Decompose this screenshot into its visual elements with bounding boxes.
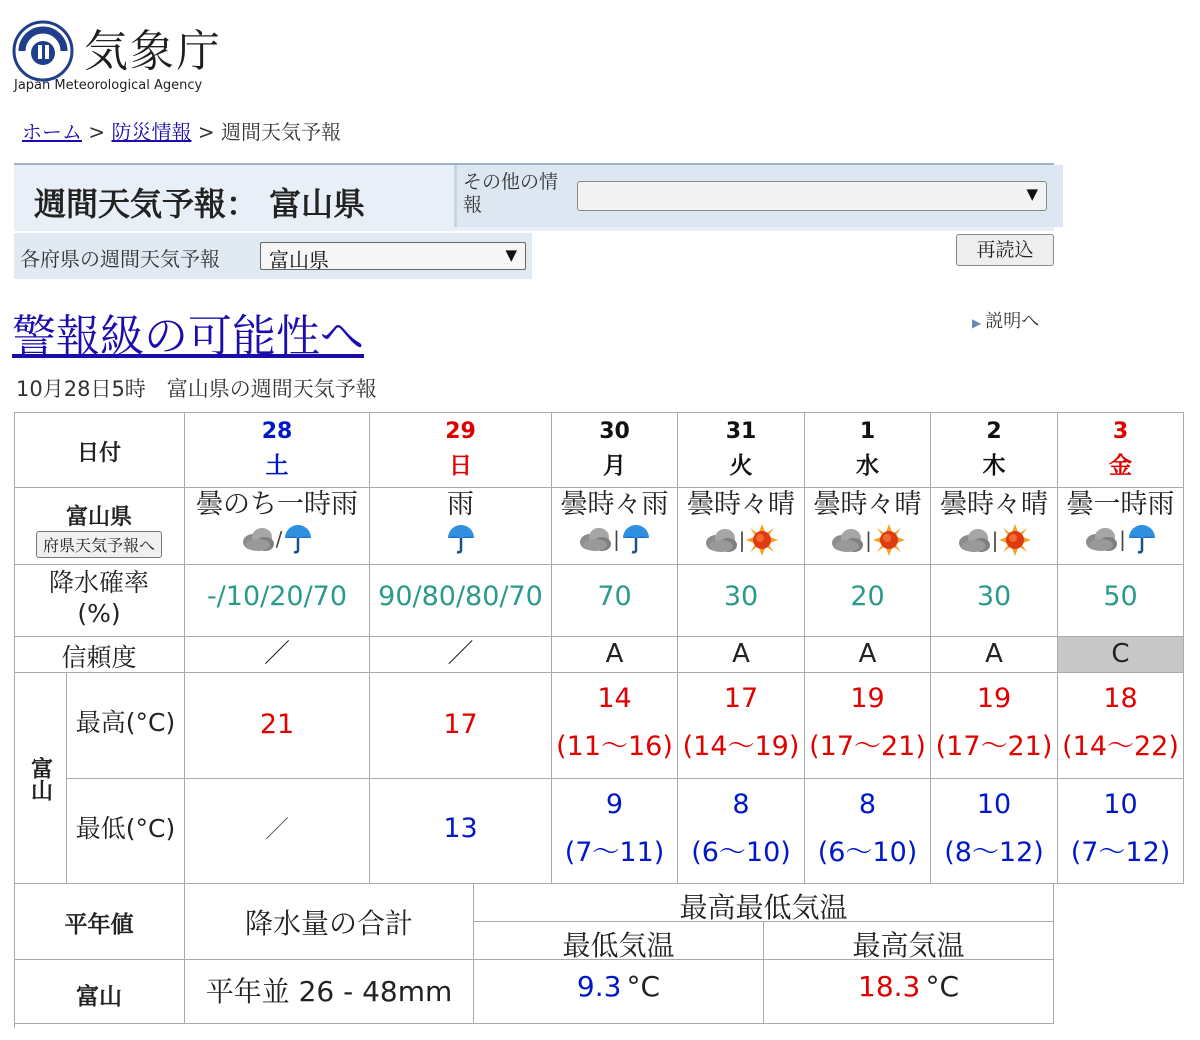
reliability-cell bbox=[1058, 637, 1184, 673]
pop-cell bbox=[185, 565, 370, 637]
tmin-value: 9 bbox=[605, 789, 624, 820]
agency-name: 気象庁 bbox=[84, 26, 222, 77]
date-cell bbox=[1058, 412, 1184, 488]
reliability-cell bbox=[185, 637, 370, 673]
prefecture-selector-box bbox=[14, 233, 532, 279]
weather-cell bbox=[1058, 488, 1184, 565]
pop-header-cell bbox=[14, 565, 185, 637]
tmax-normal-header: 最高気温 bbox=[852, 929, 965, 962]
prefecture-select[interactable] bbox=[260, 242, 526, 270]
tmax-range: (14〜19) bbox=[682, 731, 800, 762]
tmax-range: (17〜21) bbox=[809, 731, 926, 762]
weekday: 土 bbox=[265, 453, 289, 479]
explanation-link[interactable]: 説明へ bbox=[985, 311, 1040, 332]
reliability-header-cell bbox=[14, 637, 185, 673]
precip-header-cell bbox=[185, 884, 474, 960]
day-number: 28 bbox=[261, 419, 293, 444]
tmax-value: 19 bbox=[850, 683, 885, 714]
breadcrumb-separator: > bbox=[197, 120, 215, 144]
cloud-icon bbox=[830, 526, 864, 554]
day-number: 29 bbox=[445, 419, 476, 444]
weekday: 木 bbox=[982, 453, 1006, 479]
weather-cell bbox=[370, 488, 552, 565]
reliability-cell bbox=[678, 637, 805, 673]
jma-logo[interactable] bbox=[12, 14, 232, 96]
breadcrumb-separator: > bbox=[88, 120, 106, 144]
tmin-value: 10 bbox=[1103, 789, 1138, 820]
umbrella-icon bbox=[621, 524, 651, 554]
date-header-cell bbox=[14, 412, 185, 488]
reliability-value: A bbox=[605, 639, 624, 669]
date-cell bbox=[805, 412, 931, 488]
tmin-cell bbox=[805, 779, 931, 884]
weekday: 火 bbox=[729, 453, 753, 479]
tmax-cell bbox=[185, 673, 370, 779]
station-cell bbox=[14, 673, 67, 884]
tmax-cell bbox=[552, 673, 678, 779]
pop-cell bbox=[678, 565, 805, 637]
weather-icons bbox=[678, 524, 804, 556]
pop-value: -/10/20/70 bbox=[206, 581, 348, 612]
tmax-normal-value: 18.3 bbox=[858, 970, 921, 1003]
weather-icons bbox=[1058, 524, 1183, 554]
tmin-cell bbox=[185, 779, 370, 884]
pop-unit: (%) bbox=[77, 599, 121, 628]
normal-values-table bbox=[14, 884, 1054, 1028]
weekday: 月 bbox=[603, 453, 626, 479]
weather-text: 曇のち一時雨 bbox=[196, 489, 358, 520]
prefecture-selector-label: 各府県の週間天気予報 bbox=[20, 247, 220, 271]
tmin-label-cell bbox=[67, 779, 185, 884]
cloud-icon bbox=[957, 526, 991, 554]
tmin-range: (7〜12) bbox=[1070, 837, 1171, 868]
tmin-value: 8 bbox=[858, 789, 877, 820]
weather-cell bbox=[931, 488, 1058, 565]
tmax-value: 17 bbox=[723, 683, 759, 714]
reliability-label: 信頼度 bbox=[61, 643, 137, 672]
reload-button[interactable]: 再読込 bbox=[956, 234, 1054, 266]
cloud-icon bbox=[578, 525, 612, 553]
tmin-value: 13 bbox=[443, 813, 478, 844]
umbrella-icon bbox=[446, 524, 476, 554]
reliability-value: A bbox=[732, 639, 750, 669]
tmax-label: 最高(°C) bbox=[75, 708, 176, 737]
weekday: 金 bbox=[1109, 453, 1132, 479]
cloud-icon bbox=[704, 526, 738, 554]
normal-station-cell bbox=[14, 960, 185, 1024]
weather-text: 雨 bbox=[447, 489, 474, 520]
tmax-value: 21 bbox=[259, 709, 295, 740]
other-info-label: その他の情報 bbox=[463, 171, 559, 216]
reliability-value: A bbox=[858, 639, 877, 669]
page-title: 週間天気予報： 富山県 bbox=[34, 185, 366, 223]
reliability-value: C bbox=[1111, 639, 1130, 669]
weather-text: 曇一時雨 bbox=[1066, 489, 1175, 520]
weather-icons bbox=[931, 524, 1057, 556]
date-cell bbox=[552, 412, 678, 488]
weather-separator: / bbox=[275, 527, 283, 551]
other-info-select[interactable] bbox=[577, 181, 1047, 211]
breadcrumb-home-link[interactable]: ホーム bbox=[22, 120, 82, 144]
tmax-normal-cell bbox=[764, 960, 1054, 1024]
tmin-cell bbox=[552, 779, 678, 884]
tmin-normal-cell bbox=[474, 960, 764, 1024]
pop-cell bbox=[1058, 565, 1184, 637]
weekday: 水 bbox=[856, 453, 879, 479]
precip-header: 降水量の合計 bbox=[244, 907, 413, 940]
pop-value: 50 bbox=[1103, 581, 1138, 612]
tmax-range: (17〜21) bbox=[935, 731, 1053, 762]
normal-label-cell bbox=[14, 884, 185, 960]
tmin-cell bbox=[1058, 779, 1184, 884]
tmin-normal-value: 9.3 bbox=[576, 970, 622, 1003]
pop-value: 30 bbox=[976, 581, 1012, 612]
tmax-value: 18 bbox=[1103, 683, 1138, 714]
date-cell bbox=[678, 412, 805, 488]
pop-cell bbox=[370, 565, 552, 637]
weather-text: 曇時々晴 bbox=[940, 489, 1048, 520]
weather-cell bbox=[805, 488, 931, 565]
reliability-cell bbox=[370, 637, 552, 673]
tmax-cell bbox=[370, 673, 552, 779]
umbrella-icon bbox=[1127, 524, 1157, 554]
tmin-label: 最低(°C) bbox=[75, 814, 176, 843]
tmin-value: 10 bbox=[976, 789, 1012, 820]
tmin-normal-header: 最低気温 bbox=[562, 929, 675, 962]
day-number: 1 bbox=[859, 419, 876, 444]
tmax-range: (11〜16) bbox=[556, 731, 673, 762]
dropdown-arrow-icon: ▼ bbox=[505, 246, 517, 264]
day-number: 3 bbox=[1112, 419, 1129, 444]
normal-station: 富山 bbox=[76, 984, 122, 1010]
cloud-icon bbox=[241, 525, 275, 553]
warning-level-link[interactable]: 警報級の可能性へ bbox=[12, 311, 364, 362]
title-panel bbox=[14, 163, 1054, 231]
reliability-cell bbox=[552, 637, 678, 673]
tmax-cell bbox=[931, 673, 1058, 779]
reliability-cell bbox=[931, 637, 1058, 673]
tmax-normal-unit: °C bbox=[925, 970, 959, 1003]
pop-cell bbox=[931, 565, 1058, 637]
tmin-range: (7〜11) bbox=[564, 837, 665, 868]
sun-icon bbox=[999, 524, 1031, 556]
weather-cell bbox=[185, 488, 370, 565]
tmin-value: ／ bbox=[265, 815, 289, 843]
pop-label: 降水確率 bbox=[48, 568, 149, 597]
prefecture-select-value: 富山県 bbox=[269, 248, 329, 272]
weather-separator: | bbox=[738, 528, 746, 552]
weather-separator: | bbox=[1119, 527, 1126, 551]
weather-text: 曇時々晴 bbox=[813, 489, 922, 520]
weather-icons bbox=[552, 524, 677, 554]
precip-value-cell bbox=[185, 960, 474, 1024]
tmax-value: 14 bbox=[597, 683, 632, 714]
weather-icons bbox=[370, 524, 551, 554]
weekday: 日 bbox=[449, 453, 472, 479]
pop-value: 20 bbox=[850, 581, 885, 612]
umbrella-icon bbox=[283, 524, 313, 554]
pref-forecast-button[interactable]: 府県天気予報へ bbox=[36, 531, 162, 558]
date-cell bbox=[931, 412, 1058, 488]
reliability-value: A bbox=[985, 639, 1003, 669]
pop-value: 70 bbox=[597, 581, 632, 612]
date-cell bbox=[185, 412, 370, 488]
tmin-range: (6〜10) bbox=[691, 837, 791, 868]
day-number: 2 bbox=[986, 419, 1002, 444]
pop-value: 90/80/80/70 bbox=[378, 581, 543, 612]
weather-icons bbox=[185, 524, 369, 554]
area-name: 富山県 bbox=[65, 505, 132, 530]
issued-datetime: 10月28日5時 富山県の週間天気予報 bbox=[16, 377, 377, 401]
day-number: 30 bbox=[599, 419, 630, 444]
temp-header: 最高最低気温 bbox=[679, 891, 848, 924]
weather-icons bbox=[805, 524, 930, 556]
weather-separator: | bbox=[613, 527, 620, 551]
tmax-cell bbox=[805, 673, 931, 779]
area-header-cell bbox=[14, 488, 185, 565]
weather-cell bbox=[678, 488, 805, 565]
tmin-range: (8〜12) bbox=[944, 837, 1044, 868]
sun-icon bbox=[873, 524, 905, 556]
weather-text: 曇時々晴 bbox=[687, 489, 795, 520]
tmin-normal-header-cell bbox=[474, 922, 764, 960]
pop-value: 30 bbox=[723, 581, 759, 612]
cloud-icon bbox=[1084, 525, 1118, 553]
reliability-value: ／ bbox=[263, 639, 290, 669]
tmin-normal-unit: °C bbox=[626, 970, 661, 1003]
tmin-cell bbox=[931, 779, 1058, 884]
normal-label: 平年値 bbox=[64, 912, 134, 938]
tmax-value: 17 bbox=[443, 709, 478, 740]
sun-icon bbox=[746, 524, 778, 556]
dropdown-arrow-icon: ▼ bbox=[1026, 185, 1038, 203]
date-cell bbox=[370, 412, 552, 488]
tmax-cell bbox=[1058, 673, 1184, 779]
tmax-range: (14〜22) bbox=[1062, 731, 1179, 762]
date-header-label: 日付 bbox=[76, 441, 121, 466]
pop-cell bbox=[805, 565, 931, 637]
tmin-cell bbox=[370, 779, 552, 884]
reliability-value: ／ bbox=[447, 639, 474, 669]
breadcrumb-disaster-link[interactable]: 防災情報 bbox=[111, 120, 192, 144]
tmin-value: 8 bbox=[732, 789, 750, 820]
day-number: 31 bbox=[725, 419, 757, 444]
weather-separator: | bbox=[991, 528, 999, 552]
precip-value: 平年並 26 - 48mm bbox=[205, 975, 453, 1008]
station-name: 富山 bbox=[27, 757, 53, 801]
weather-cell bbox=[552, 488, 678, 565]
triangle-right-icon: ▶ bbox=[972, 316, 982, 330]
reliability-cell bbox=[805, 637, 931, 673]
agency-name-en: Japan Meteorological Agency bbox=[14, 78, 203, 93]
weather-separator: | bbox=[865, 528, 872, 552]
weather-text: 曇時々雨 bbox=[560, 489, 669, 520]
tmax-cell bbox=[678, 673, 805, 779]
explanation-link-wrap[interactable] bbox=[972, 307, 1039, 333]
tmin-cell bbox=[678, 779, 805, 884]
weekly-forecast-table bbox=[14, 412, 1184, 884]
tmax-normal-header-cell bbox=[764, 922, 1054, 960]
tmin-range: (6〜10) bbox=[817, 837, 918, 868]
tmax-label-cell bbox=[67, 673, 185, 779]
temp-header-cell bbox=[474, 884, 1054, 922]
pop-cell bbox=[552, 565, 678, 637]
jma-emblem-icon bbox=[12, 20, 74, 82]
breadcrumb-current: 週間天気予報 bbox=[220, 120, 341, 144]
tmax-value: 19 bbox=[976, 683, 1012, 714]
breadcrumb bbox=[22, 116, 341, 145]
other-info-box bbox=[454, 165, 1063, 227]
